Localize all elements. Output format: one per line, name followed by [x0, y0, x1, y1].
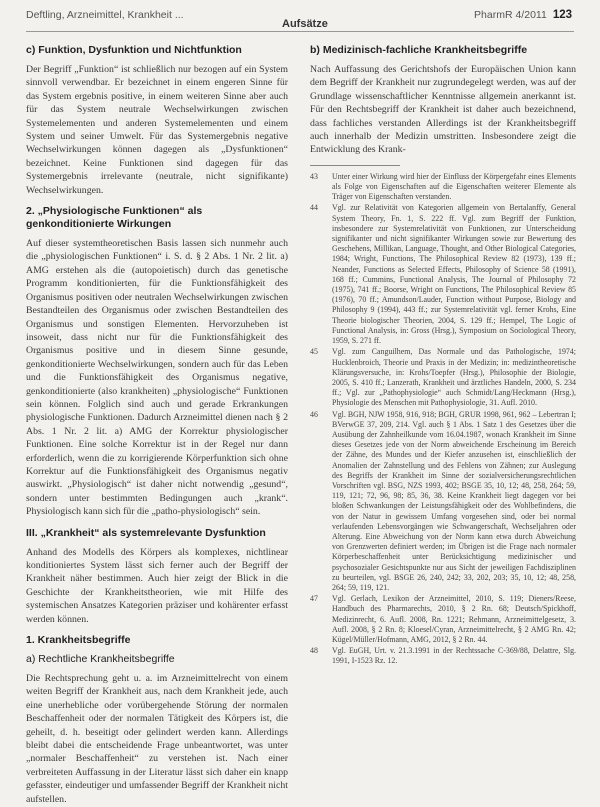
footnote	[310, 594, 576, 645]
section-label: Aufsätze	[282, 18, 328, 30]
footnote-text: Vgl. EuGH, Urt. v. 21.3.1991 in der Rechtssache C-369/88, Delattre, Slg. 1991, I-1523 Rz. 12.	[332, 646, 576, 666]
footnote-number: 48	[310, 646, 318, 656]
body-paragraph: Die Rechtsprechung geht u. a. im Arzneimittelrecht von einem weiten Begriff der Krankheit aus, nach dem Krankheit jede, auch eine unerhebliche oder vorübergehende Störung der normalen Beschaffenheit oder der normalen Tätigkeit des Körpers ist, die geheilt, d. h. beseitigt oder gelindert werden kann. Allerdings bleibt dabei die entscheidende Frage unbeantwortet, was unter „normaler Beschaffenheit“ zu verstehen ist. Nach einer verbreiteten Auffassung in der Literatur lässt sich daher ein knapp gefasster, eindeutiger und umfassender Begriff der Krankheit nicht aufstellen.	[26, 673, 288, 805]
footnote	[310, 410, 576, 594]
section-heading: III. „Krankheit“ als systemrelevante Dysfunktion	[26, 526, 266, 539]
footnote	[310, 203, 576, 346]
footnote-number: 47	[310, 594, 318, 604]
footnote-text: Vgl. zum Canguilhem, Das Normale und das Pathologische, 1974; Hucklenbroich, Theorie und Praxis in der Medizin; in: medizintheoretische Klärungsversuche, in: Krohs/Toepfer (Hrsg.), Philosophie der Biologie, 2005, S. 410 ff.; Lanzerath, Krankheit und ärztliches Handeln, 2000, S. 234 ff.; Vgl. zur „Pathophysiologie“ auch Schmidt/Lang/Heckmann (Hrsg.), Physiologie des Menschen mit Pathophysiologie, 31. Aufl. 2010.	[332, 347, 576, 408]
footnote-text: Vgl. Gerlach, Lexikon der Arzneimittel, 2010, S. 119; Dieners/Reese, Handbuch des Pharmarechts, 2010, § 2 Rn. 68; Deutsch/Spickhoff, Medizinrecht, 6. Aufl. 2008, Rn. 1221; Rehmann, Arzneimittelgesetz, 3. Aufl. 2008, § 2 Rn. 8; Kloesel/Cyran, Arzneimittelrecht, § 2 AMG Rn. 42; Kügel/Müller/Hofmann, AMG, 2012, § 2 Rn. 44.	[332, 594, 576, 644]
page-header	[0, 0, 600, 36]
body-paragraph: Der Begriff „Funktion“ ist schließlich nur bezogen auf ein System sinnvoll verwendbar. Er bezeichnet in einem engeren Sinne für das System ergebnis positive, in einem weiteren Sinne aber auch für das System neutrale Wechselwirkungen zwischen Systemelementen und anderen Systemelementen und einem System und seiner Umwelt. Für das Systemergebnis negative Wechselwirkungen können dagegen als „Dysfunktionen“ bezeichnet. Keine Funktionen sind dagegen für das Systemergebnis irrelevante (neutrale, nicht signifikante) Wechselwirkungen.	[26, 64, 288, 196]
body-paragraph: Nach Auffassung des Gerichtshofs der Europäischen Union kann dem Begriff der Krankheit nur zugrundegelegt werden, was auf der Grundlage wissenschaftlicher Kenntnisse allgemein anerkannt ist. Für den Rechtsbegriff der Krankheit ist daher auch bezeichnend, dass fachliches verstanden Allerdings ist der Krankheitsbegriff auch innerhalb der Medizin umstritten. Insbesondere zeigt die Entwicklung des Krank-	[310, 64, 576, 156]
header-rule	[26, 31, 574, 32]
footnote-text: Vgl. BGH, NJW 1958, 916, 918; BGH, GRUR 1998, 961, 962 – Lebertran I; BVerwGE 37, 209, 214. Vgl. auch § 1 Abs. 1 Satz 1 des Gesetzes über die Ausübung der Zahnheilkunde vom 16.04.1987, wonach Krankheit im Sinne dieses Gesetzes jede von der Norm abweichende Erscheinung im Bereich der Zähne, des Mundes und der Kiefer anzusehen ist, einschließlich der Anomalien der Zahnstellung und des Fehlens von Zähnen; zur Auslegung des Begriffs der Krankheit im Sinne der sozialversicherungsrechtlichen Vorschriften vgl. BSG, NZS 1993, 402; BSGE 35, 10, 12; 48, 258, 264; 59, 119, 121; 72, 96, 98; 85, 36, 38. Keine Krankheit liegt dagegen vor bei bloßen Schwankungen der Leistungsfähigkeit oder des Wohlbefindens, die von der Natur in gewissem Umfang vorgesehen sind, oder bei normal verlaufenden Lebensvorgängen wie Schwangerschaft, Wechseljahren oder Alterung. Eine Abweichung von der Norm kann etwa durch Abweichung von Grenzwerten definiert werden; im Übrigen ist die Frage nach normaler Körperbeschaffenheit unter Berücksichtigung medizinischer und psychosozialer Gesichtspunkte nur aus Sicht der jeweiligen Fachdisziplinen zu beurteilen, vgl. BSGE 26, 240, 242; 33, 202, 203; 35, 10, 12; 48, 258, 264; 59, 119, 121.	[332, 409, 576, 592]
footnote-number: 46	[310, 409, 318, 419]
body-paragraph: Anhand des Modells des Körpers als komplexes, nichtlinear konditioniertes System lässt sich ferner auch der Begriff der Krankheit näher bestimmen. Auch hier zeigt der Blick in die Geschichte der Krankheitstheorien, wie mit Hilfe des systemischen Ansatzes Kategorien präziser und kohärenter erfasst werden können.	[26, 546, 288, 625]
section-heading: 1. Krankheitsbegriffe	[26, 634, 131, 647]
left-column	[26, 40, 288, 805]
footnote	[310, 172, 576, 203]
footnote	[310, 646, 576, 666]
subsection-heading: a) Rechtliche Krankheitsbegriffe	[26, 653, 175, 666]
section-heading: 2. „Physiologische Funktionen“ als genkonditionierte Wirkungen	[26, 205, 203, 231]
page-number: 123	[552, 9, 572, 21]
section-heading: c) Funktion, Dysfunktion und Nichtfunktion	[26, 44, 242, 56]
footnote-text: Unter einer Wirkung wird hier der Einfluss der Körpergefahr eines Elements als Folge von Eigenschaften auf die Eigenschaften weiterer Elemente als Träger von Eigenschaften verstanden.	[332, 171, 576, 202]
footnotes	[310, 172, 576, 667]
footnote-number: 44	[310, 203, 318, 213]
footnote-rule	[310, 165, 400, 166]
body-paragraph: Auf dieser systemtheoretischen Basis lassen sich nunmehr auch die „physiologischen Funktionen“ i. S. d. § 2 Abs. 1 Nr. 2 lit. a) AMG erstehen als die (autopoietisch) durch das genetische Programm konditionierten, für die Funktionsfähigkeit des Organismus positiven oder neutralen Wechselwirkungen zwischen Bestandteilen des Organismus oder zwischen Bestandteilen des Organismus und sonstigen Elementen. Hervorzuheben ist insoweit, dass nicht nur für die Funktionsfähigkeit des Organismus positive und in diesem Sinne gesunde, genkonditionierte Wechselwirkungen, sondern auch für das Leben und die Funktionsfähigkeit des Organismus negative, genkonditionierte (also krankheiten) „physiologische“ Funktionen sein können. Folglich sind auch und gerade Erkrankungen physiologische Funktionen. Dadurch Arzneimittel dienen nach § 2 Abs. 1 Nr. 2 lit. a) AMG der Korrektur physiologischer Funktionen. Eine solche Korrektur ist in der Regel nur dann erforderlich, wenn die zu korrigierende Körperfunktion sich ohne Korrektur auf die Funktionsfähigkeit des Organismus negativ auswirkt. „Physiologisch“ ist daher nicht notwendig „gesund“, sondern unter bestimmten Bedingungen auch „krank“. Physiologisch kann sich für die „patho-physiologisch“ sein.	[26, 238, 288, 518]
section-heading: b) Medizinisch-fachliche Krankheitsbegriffe	[310, 44, 528, 56]
footnote	[310, 347, 576, 408]
journal-info	[474, 9, 572, 21]
right-column	[310, 40, 576, 799]
footnote-text: Vgl. zur Relativität von Kategorien allgemein von Bertalanffy, General System Theory, Fn. 1, S. 222 ff. Vgl. zum Begriff der Funktion, insbesondere zur Systemrelativität von Funktionen, zur Unterscheidung signifikanter und nicht signifikanter Wirkungen sowie zur Bewertung des Geschehens, Millikan, Language, Thought, and Other Biological Categories, 1984; Wright, Functions, The Philosophical Review 82 (1973), 139 ff.; Neander, Functions as Selected Effects, Philosophy of Science 58 (1991), 168 ff.; Cummins, Functional Analysis, The Journal of Philosophy 72 (1975), 741 ff.; Boorse, Wright on Functions, The Philosophical Review 85 (1976), 70 ff.; Amundson/Lauder, Function without Purpose, Biology and Philosophy 9 (1994), 443 ff.; zur Systemrelativität vgl. ferner Krohs, Eine Theorie biologischer Theorien, 2004, S. 129 ff.; Hempel, The Logic of Functional Analysis, in: Gross (Hrsg.), Symposium on Sociological Theory, 1959, S. 271 ff.	[332, 203, 576, 346]
journal-issue: PharmR 4/2011	[474, 9, 547, 21]
footnote-number: 43	[310, 171, 318, 181]
footnote-number: 45	[310, 347, 318, 357]
running-title: Deftling, Arzneimittel, Krankheit ...	[26, 9, 184, 21]
